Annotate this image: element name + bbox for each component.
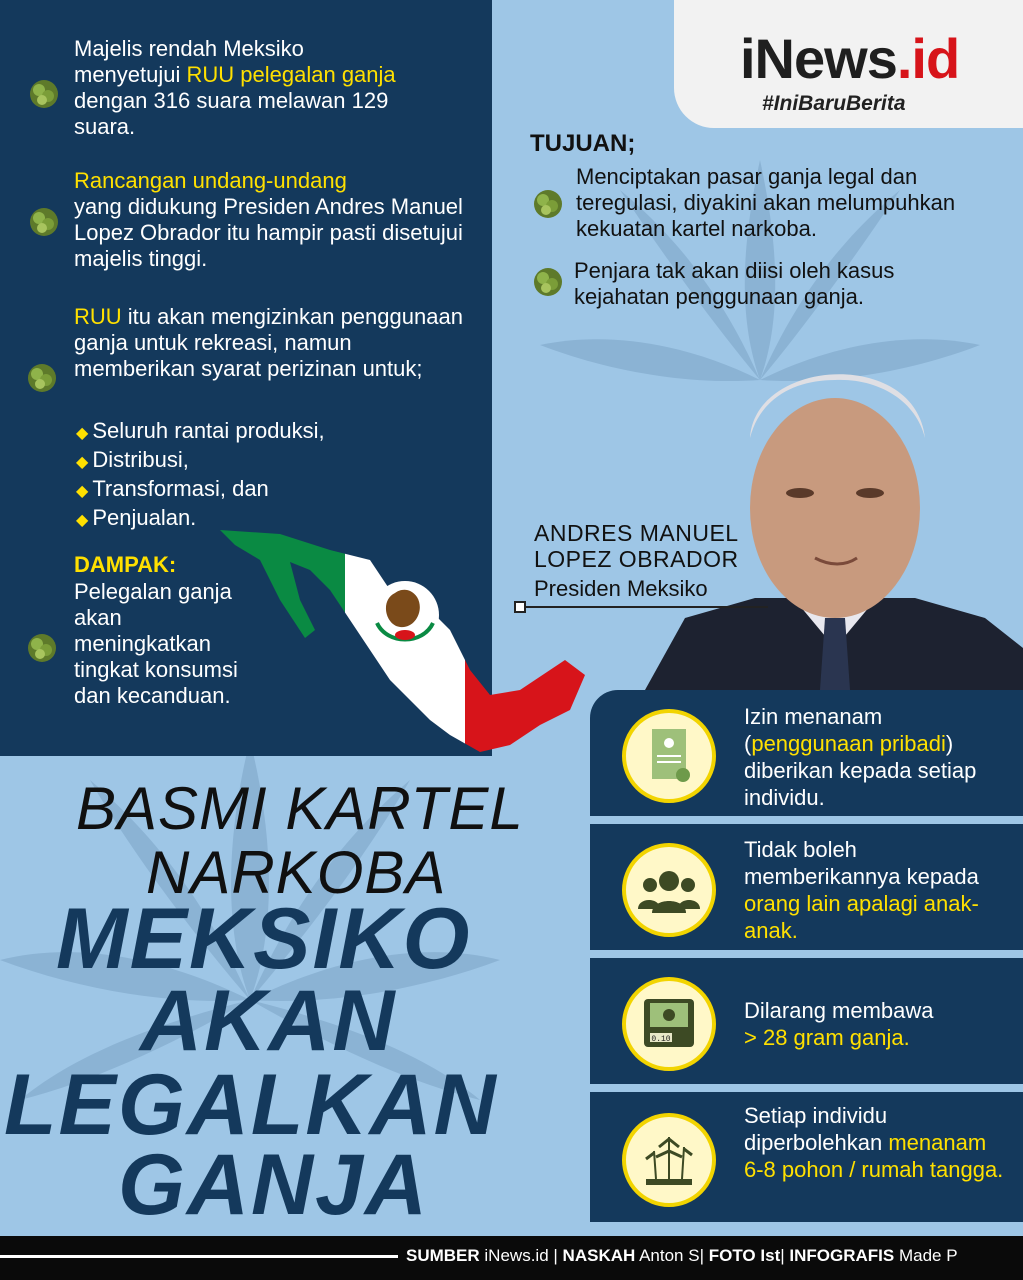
cannabis-bud-icon — [530, 264, 566, 300]
president-name: ANDRES MANUEL LOPEZ OBRADOR — [534, 520, 739, 572]
paragraph-vote — [74, 36, 404, 140]
tujuan-item: Menciptakan pasar ganja legal dan teregulasi, diyakini akan melumpuhkan kekuatan kartel narkoba. — [576, 164, 956, 241]
list-item: ◆ Transformasi, dan — [76, 476, 269, 501]
p2-text: yang didukung Presiden Andres Manuel Lopez Obrador itu hampir pasti disetujui majelis tinggi. — [74, 194, 463, 271]
scale-reading: 0.10 — [651, 1035, 671, 1044]
headline-line1: BASMI KARTEL — [76, 775, 524, 842]
permit-list — [76, 418, 325, 534]
footer-divider — [0, 1255, 398, 1258]
president-portrait — [645, 318, 1023, 690]
p1-text: Majelis rendah Meksiko menyetujui — [74, 36, 304, 87]
rule-text: Setiap individu diperbolehkan menanam 6-8 pohon / rumah tangga. — [744, 1103, 1004, 1182]
rule-text: Tidak boleh memberikannya kepada orang lain apalagi anak-anak. — [744, 837, 979, 943]
paragraph-rules — [74, 304, 474, 382]
cannabis-bud-icon — [24, 360, 60, 396]
rule-text: Dilarang membawa > 28 gram ganja. — [744, 998, 934, 1050]
caption-pointer-line — [520, 606, 768, 608]
list-item: ◆ Seluruh rantai produksi, — [76, 418, 325, 443]
rule-text: Izin menanam (penggunaan pribadi) diberikan kepada setiap individu. — [744, 704, 977, 810]
headline-line4: AKAN — [140, 973, 397, 1069]
p1-text-end: dengan 316 suara melawan 129 suara. — [74, 88, 389, 139]
certificate-icon — [622, 709, 716, 803]
headline-line3: MEKSIKO — [56, 891, 472, 987]
caption-pointer-dot — [514, 601, 526, 613]
p3-highlight: RUU — [74, 304, 122, 329]
p1-highlight: RUU pelegalan ganja — [186, 62, 396, 87]
tujuan-heading: TUJUAN; — [530, 130, 636, 157]
cannabis-bud-icon — [530, 186, 566, 222]
list-item: ◆ Penjualan. — [76, 505, 197, 530]
cannabis-bud-icon — [26, 76, 62, 112]
scale-icon — [622, 977, 716, 1071]
headline-line5: LEGALKAN — [4, 1057, 498, 1153]
brand-tagline: #IniBaruBerita — [762, 92, 906, 115]
tujuan-item: Penjara tak akan diisi oleh kasus kejahatan penggunaan ganja. — [574, 258, 895, 309]
p3-text: itu akan mengizinkan penggunaan ganja untuk rekreasi, namun memberikan syarat perizinan untuk; — [74, 304, 463, 381]
coat-of-arms-icon — [371, 581, 439, 649]
paragraph-bill — [74, 168, 474, 272]
credits-text: SUMBER iNews.id | NASKAH Anton S| FOTO Ist| INFOGRAFIS Made P — [406, 1246, 958, 1265]
list-item: ◆ Distribusi, — [76, 447, 189, 472]
cannabis-bud-icon — [24, 630, 60, 666]
brand-logo: iNews.id — [740, 27, 960, 90]
headline-line2: NARKOBA — [146, 839, 447, 906]
dampak-text: Pelegalan ganja akan meningkatkan tingkat konsumsi dan kecanduan. — [74, 579, 238, 708]
cannabis-plant-icon — [622, 1113, 716, 1207]
headline-line6: GANJA — [118, 1137, 430, 1233]
people-icon — [622, 843, 716, 937]
p2-highlight: Rancangan undang-undang — [74, 168, 347, 193]
cannabis-bud-icon — [26, 204, 62, 240]
president-role: Presiden Meksiko — [534, 576, 708, 601]
dampak-heading: DAMPAK: — [74, 552, 177, 577]
